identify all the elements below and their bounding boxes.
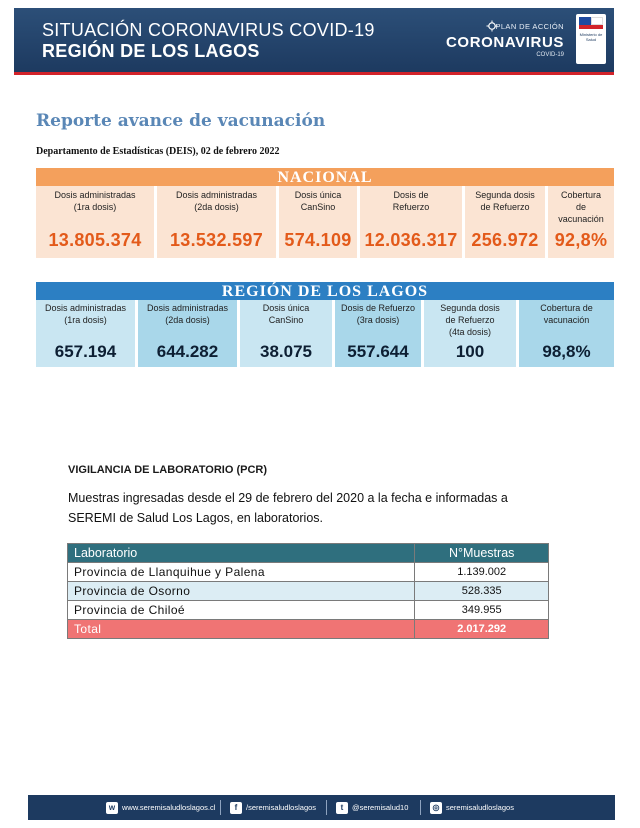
header-title-line1: SITUACIÓN CORONAVIRUS COVID-19	[42, 20, 375, 40]
nacional-cell-refuerzo	[360, 186, 462, 258]
pcr-section-title: VIGILANCIA DE LABORATORIO (PCR)	[68, 464, 268, 476]
cell-label: Dosis administradas (2da dosis)	[175, 190, 258, 212]
cell-label: Dosis de Refuerzo	[392, 190, 430, 212]
nacional-cell-1ra-dosis	[36, 186, 154, 258]
cell-label: Dosis de Refuerzo (3ra dosis)	[340, 303, 416, 325]
cell-value: 557.644	[347, 342, 409, 361]
cell-label: Cobertura de vacunación	[540, 303, 593, 325]
footer-facebook-text: /seremisaludloslagos	[246, 803, 317, 812]
cell-value: 13.532.597	[169, 230, 264, 250]
brand-covid-text: COVID-19	[536, 52, 564, 58]
web-icon: w	[106, 802, 118, 814]
table-header-row	[68, 544, 549, 563]
cell-value: 657.194	[54, 342, 117, 361]
nacional-cell-cansino	[279, 186, 357, 258]
pcr-table	[67, 543, 549, 639]
footer-twitter-link[interactable]	[336, 795, 408, 820]
footer-twitter-text: @seremisalud10	[352, 803, 409, 812]
region-cell-refuerzo	[335, 300, 421, 367]
total-value: 2.017.292	[415, 620, 549, 639]
instagram-icon: ◎	[430, 802, 442, 814]
gov-logo-text: Ministerio de Salud	[579, 32, 603, 42]
facebook-icon: f	[230, 802, 242, 814]
table-row	[68, 601, 549, 620]
cell-value: 256.972	[471, 230, 539, 250]
coronavirus-brand-logo	[442, 18, 572, 64]
cell-label: Dosis única CanSino	[262, 303, 310, 325]
footer-facebook-link[interactable]	[230, 795, 316, 820]
cell-label: Segunda dosis de Refuerzo	[475, 190, 535, 212]
cell-value: 574.109	[284, 230, 352, 250]
table-total-row	[68, 620, 549, 639]
cell-value: 644.282	[156, 342, 219, 361]
nacional-cell-cobertura	[548, 186, 614, 258]
ministerio-salud-logo	[576, 14, 606, 64]
region-cell-segunda-refuerzo	[424, 300, 516, 367]
twitter-icon: t	[336, 802, 348, 814]
table-row	[68, 563, 549, 582]
report-subtitle: Departamento de Estadísticas (DEIS), 02 de febrero 2022	[36, 146, 280, 157]
footer-website-link[interactable]	[106, 795, 215, 820]
row-lab: Provincia de Chiloé	[68, 601, 415, 620]
footer-instagram-text: seremisaludloslagos	[446, 803, 514, 812]
region-cell-1ra-dosis	[36, 300, 135, 367]
header-title-line2: REGIÓN DE LOS LAGOS	[42, 41, 260, 61]
cell-label: Dosis administradas (2da dosis)	[146, 303, 229, 325]
region-cell-cansino	[240, 300, 332, 367]
row-value: 528.335	[415, 582, 549, 601]
pcr-description: Muestras ingresadas desde el 29 de febrero del 2020 a la fecha e informadas a SEREMI de Salud Los Lagos, en laboratorios.	[68, 491, 508, 525]
cell-value: 12.036.317	[364, 230, 458, 250]
brand-plan-text: PLAN DE ACCIÓN	[495, 22, 564, 31]
column-header-muestras: N°Muestras	[415, 544, 549, 563]
footer-instagram-link[interactable]	[430, 795, 514, 820]
cell-value: 98,8%	[542, 342, 591, 361]
table-row	[68, 582, 549, 601]
region-cell-cobertura	[519, 300, 614, 367]
nacional-cell-2da-dosis	[157, 186, 276, 258]
region-title: REGIÓN DE LOS LAGOS	[221, 283, 429, 300]
cell-label: Segunda dosis de Refuerzo (4ta dosis)	[440, 303, 500, 337]
cell-value: 100	[455, 342, 485, 361]
report-title: Reporte avance de vacunación	[36, 111, 326, 131]
row-lab: Provincia de Llanquihue y Palena	[68, 563, 415, 582]
region-cell-2da-dosis	[138, 300, 237, 367]
footer-website-text: www.seremisaludloslagos.cl	[122, 803, 216, 812]
page-header	[14, 8, 614, 72]
cell-label: Dosis administradas (1ra dosis)	[44, 303, 127, 325]
row-lab: Provincia de Osorno	[68, 582, 415, 601]
page-footer	[28, 795, 615, 820]
column-header-laboratorio: Laboratorio	[68, 544, 415, 563]
header-accent-line	[14, 72, 614, 75]
cell-label: Dosis única CanSino	[294, 190, 342, 212]
nacional-cell-segunda-refuerzo	[465, 186, 545, 258]
total-label: Total	[68, 620, 415, 639]
nacional-title: NACIONAL	[277, 169, 373, 186]
cell-value: 13.805.374	[48, 230, 142, 250]
row-value: 349.955	[415, 601, 549, 620]
cell-value: 38.075	[260, 342, 312, 361]
cell-value: 92,8%	[554, 230, 608, 250]
cell-label: Cobertura de vacunación	[558, 190, 604, 224]
cell-label: Dosis administradas (1ra dosis)	[54, 190, 136, 212]
brand-name-text: CORONAVIRUS	[446, 34, 564, 51]
row-value: 1.139.002	[415, 563, 549, 582]
